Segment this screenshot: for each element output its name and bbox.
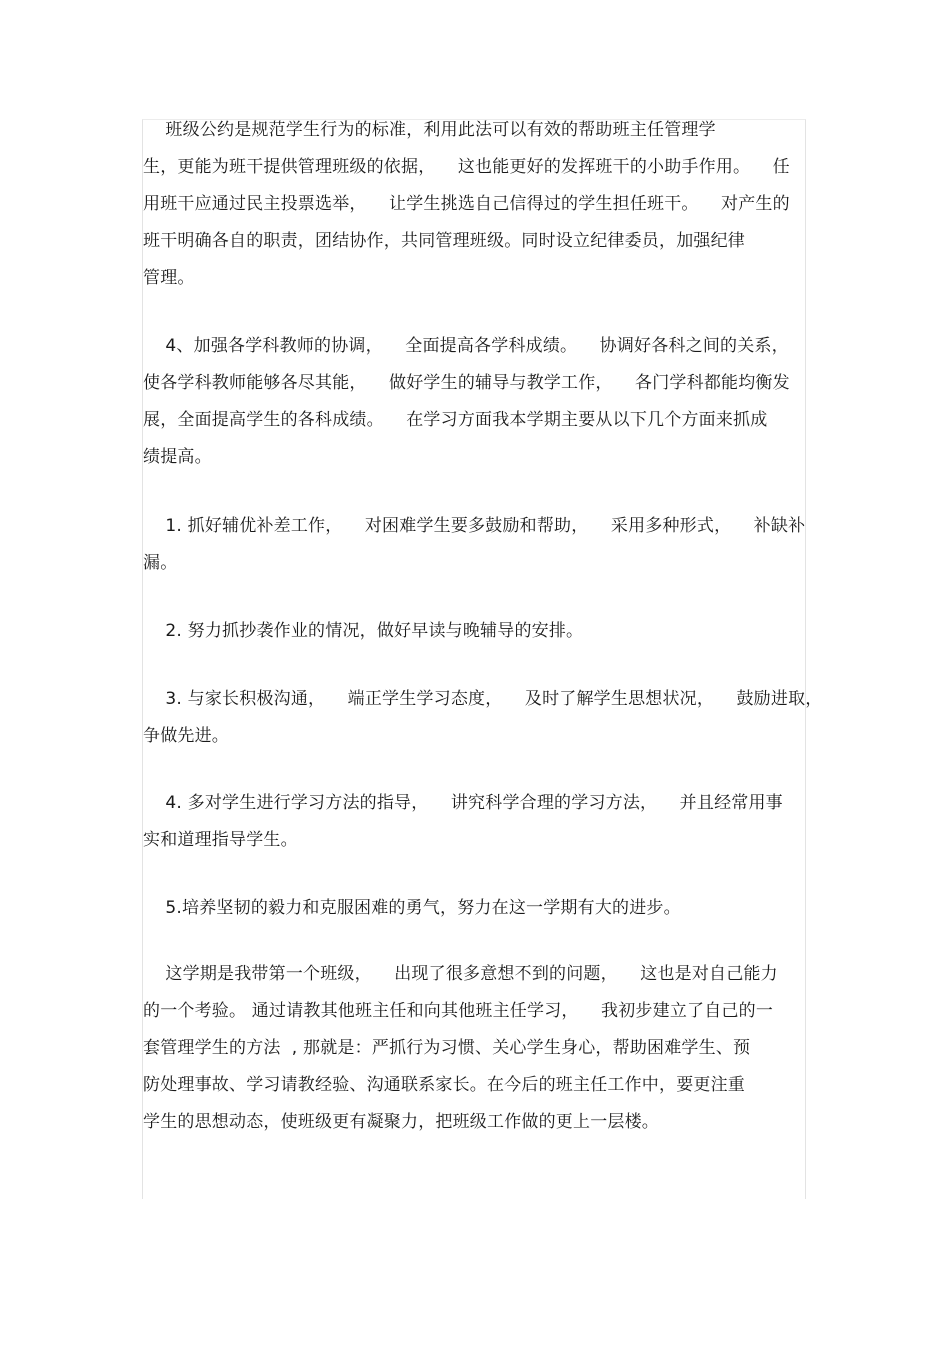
text-line: 绩提高。 (143, 447, 212, 467)
text-line: 争做先进。 (143, 726, 229, 746)
text-line: 班干明确各自的职责，团结协作，共同管理班级。同时设立纪律委员，加强纪律 (143, 231, 745, 251)
text-line: 4、加强各学科教师的协调， 全面提高各学科成绩。 协调好各科之间的关系， (143, 336, 789, 356)
text-line: 漏。 (143, 553, 178, 573)
text-line: 防处理事故、学习请教经验、沟通联系家长。在今后的班主任工作中，要更注重 (143, 1075, 745, 1095)
text-line: 5.培养坚韧的毅力和克服困难的勇气，努力在这一学期有大的进步。 (143, 898, 681, 918)
text-line: 展，全面提高学生的各科成绩。 在学习方面我本学期主要从以下几个方面来抓成 (143, 410, 768, 430)
text-line: 学生的思想动态，使班级更有凝聚力，把班级工作做的更上一层楼。 (143, 1112, 659, 1132)
text-line: 套管理学生的方法 , 那就是：严抓行为习惯、关心学生身心，帮助困难学生、预 (143, 1038, 751, 1058)
text-line: 班级公约是规范学生行为的标准，利用此法可以有效的帮助班主任管理学 (143, 120, 716, 140)
text-line: 使各学科教师能够各尽其能， 做好学生的辅导与教学工作， 各门学科都能均衡发 (143, 373, 790, 393)
text-line: 4. 多对学生进行学习方法的指导， 讲究科学合理的学习方法， 并且经常用事 (143, 793, 783, 813)
text-line: 实和道理指导学生。 (143, 830, 298, 850)
text-line: 这学期是我带第一个班级， 出现了很多意想不到的问题， 这也是对自己能力 (143, 964, 778, 984)
text-line: 管理。 (143, 268, 195, 288)
text-line: 的一个考验。 通过请教其他班主任和向其他班主任学习， 我初步建立了自己的一 (143, 1001, 774, 1021)
text-line: 2. 努力抓抄袭作业的情况，做好早读与晚辅导的安排。 (143, 621, 584, 641)
text-line: 生，更能为班干提供管理班级的依据， 这也能更好的发挥班干的小助手作用。 任 (143, 157, 790, 177)
text-line: 1. 抓好辅优补差工作， 对困难学生要多鼓励和帮助， 采用多种形式， 补缺补 (143, 516, 806, 536)
text-line: 用班干应通过民主投票选举， 让学生挑选自己信得过的学生担任班干。 对产生的 (143, 194, 790, 214)
text-line: 3. 与家长积极沟通， 端正学生学习态度， 及时了解学生思想状况， 鼓励进取， (143, 689, 823, 709)
